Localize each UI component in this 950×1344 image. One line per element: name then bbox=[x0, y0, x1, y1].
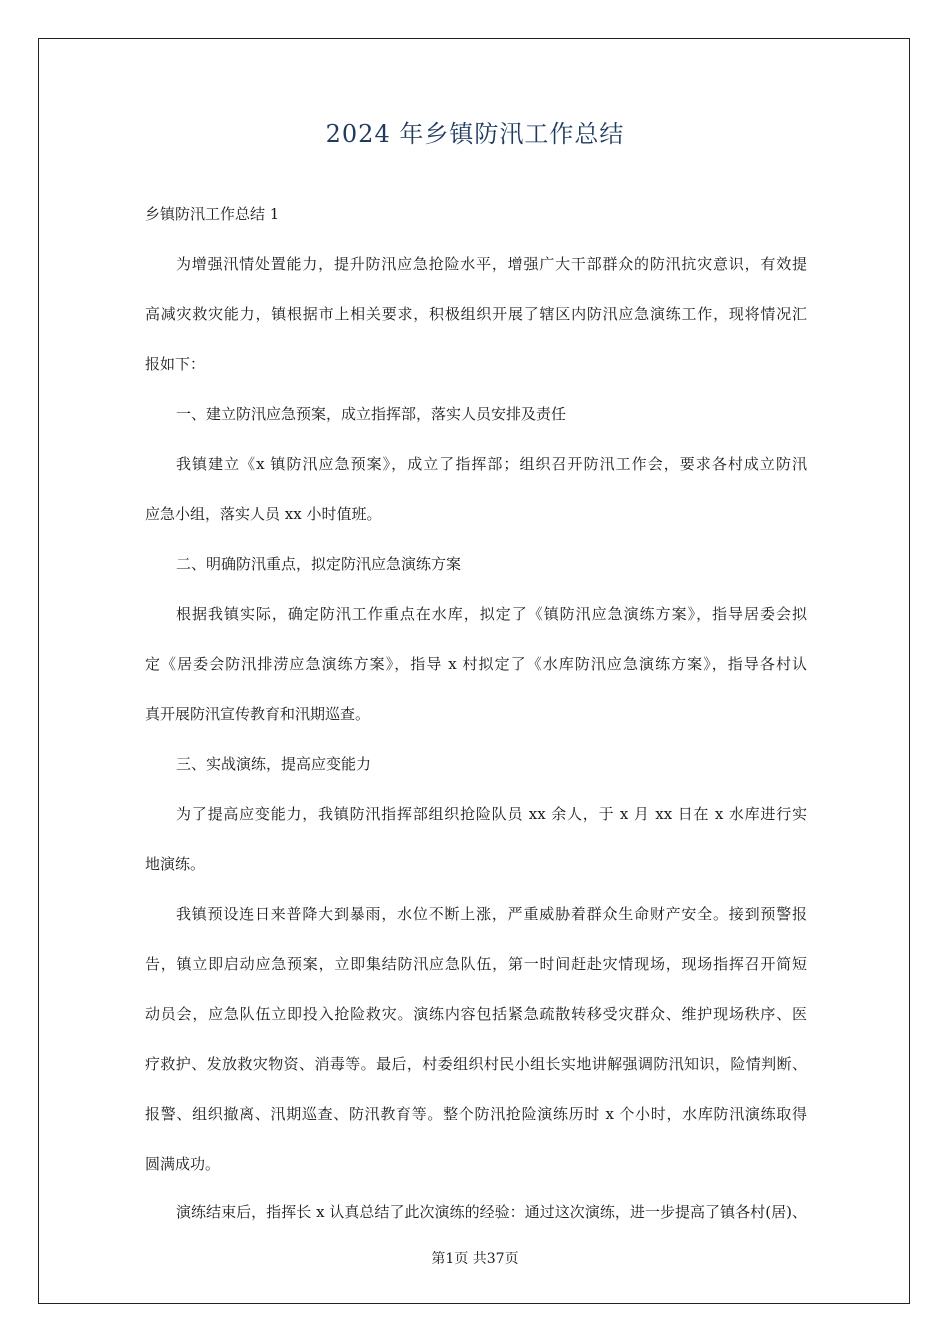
paragraph-line: 为了提高应变能力，我镇防汛指挥部组织抢险队员 xx 余人，于 x 月 xx 日在 x 水库进行实 bbox=[176, 805, 807, 823]
paragraph-line: 地演练。 bbox=[145, 855, 206, 873]
paragraph-line: 报如下： bbox=[145, 355, 206, 373]
paragraph-line: 演练结束后，指挥长 x 认真总结了此次演练的经验：通过这次演练，进一步提高了镇各村(居)、 bbox=[176, 1203, 807, 1221]
paragraph-line: 为增强汛情处置能力，提升防汛应急抢险水平，增强广大干部群众的防汛抗灾意识，有效提 bbox=[176, 255, 807, 273]
paragraph-line: 圆满成功。 bbox=[145, 1155, 221, 1173]
paragraph-line: 疗救护、发放救灾物资、消毒等。最后，村委组织村民小组长实地讲解强调防汛知识，险情判断、 bbox=[145, 1055, 807, 1073]
paragraph-line: 定《居委会防汛排涝应急演练方案》，指导 x 村拟定了《水库防汛应急演练方案》，指导各村认 bbox=[145, 655, 807, 673]
paragraph-line: 报警、组织撤离、汛期巡查、防汛教育等。整个防汛抢险演练历时 x 个小时，水库防汛演练取得 bbox=[145, 1105, 807, 1123]
subsection-heading: 三、实战演练，提高应变能力 bbox=[176, 755, 372, 773]
paragraph-line: 告，镇立即启动应急预案，立即集结防汛应急队伍，第一时间赶赴灾情现场，现场指挥召开简短 bbox=[145, 955, 807, 973]
paragraph-line: 动员会，应急队伍立即投入抢险救灾。演练内容包括紧急疏散转移受灾群众、维护现场秩序、医 bbox=[145, 1005, 807, 1023]
subsection-heading: 二、明确防汛重点，拟定防汛应急演练方案 bbox=[176, 555, 462, 573]
paragraph-line: 根据我镇实际，确定防汛工作重点在水库，拟定了《镇防汛应急演练方案》，指导居委会拟 bbox=[176, 605, 807, 623]
paragraph-line: 真开展防汛宣传教育和汛期巡查。 bbox=[145, 705, 371, 723]
paragraph-line: 应急小组，落实人员 xx 小时值班。 bbox=[145, 505, 382, 523]
paragraph-line: 我镇建立《x 镇防汛应急预案》，成立了指挥部；组织召开防汛工作会，要求各村成立防汛 bbox=[176, 455, 807, 473]
document-title: 2024 年乡镇防汛工作总结 bbox=[325, 120, 625, 148]
paragraph-line: 高减灾救灾能力，镇根据市上相关要求，积极组织开展了辖区内防汛应急演练工作，现将情况汇 bbox=[145, 305, 807, 323]
paragraph-line: 我镇预设连日来普降大到暴雨，水位不断上涨，严重威胁着群众生命财产安全。接到预警报 bbox=[176, 905, 807, 923]
section-heading: 乡镇防汛工作总结 1 bbox=[145, 205, 280, 223]
page-number: 第1页 共37页 bbox=[431, 1251, 519, 1267]
subsection-heading: 一、建立防汛应急预案，成立指挥部，落实人员安排及责任 bbox=[176, 405, 567, 423]
